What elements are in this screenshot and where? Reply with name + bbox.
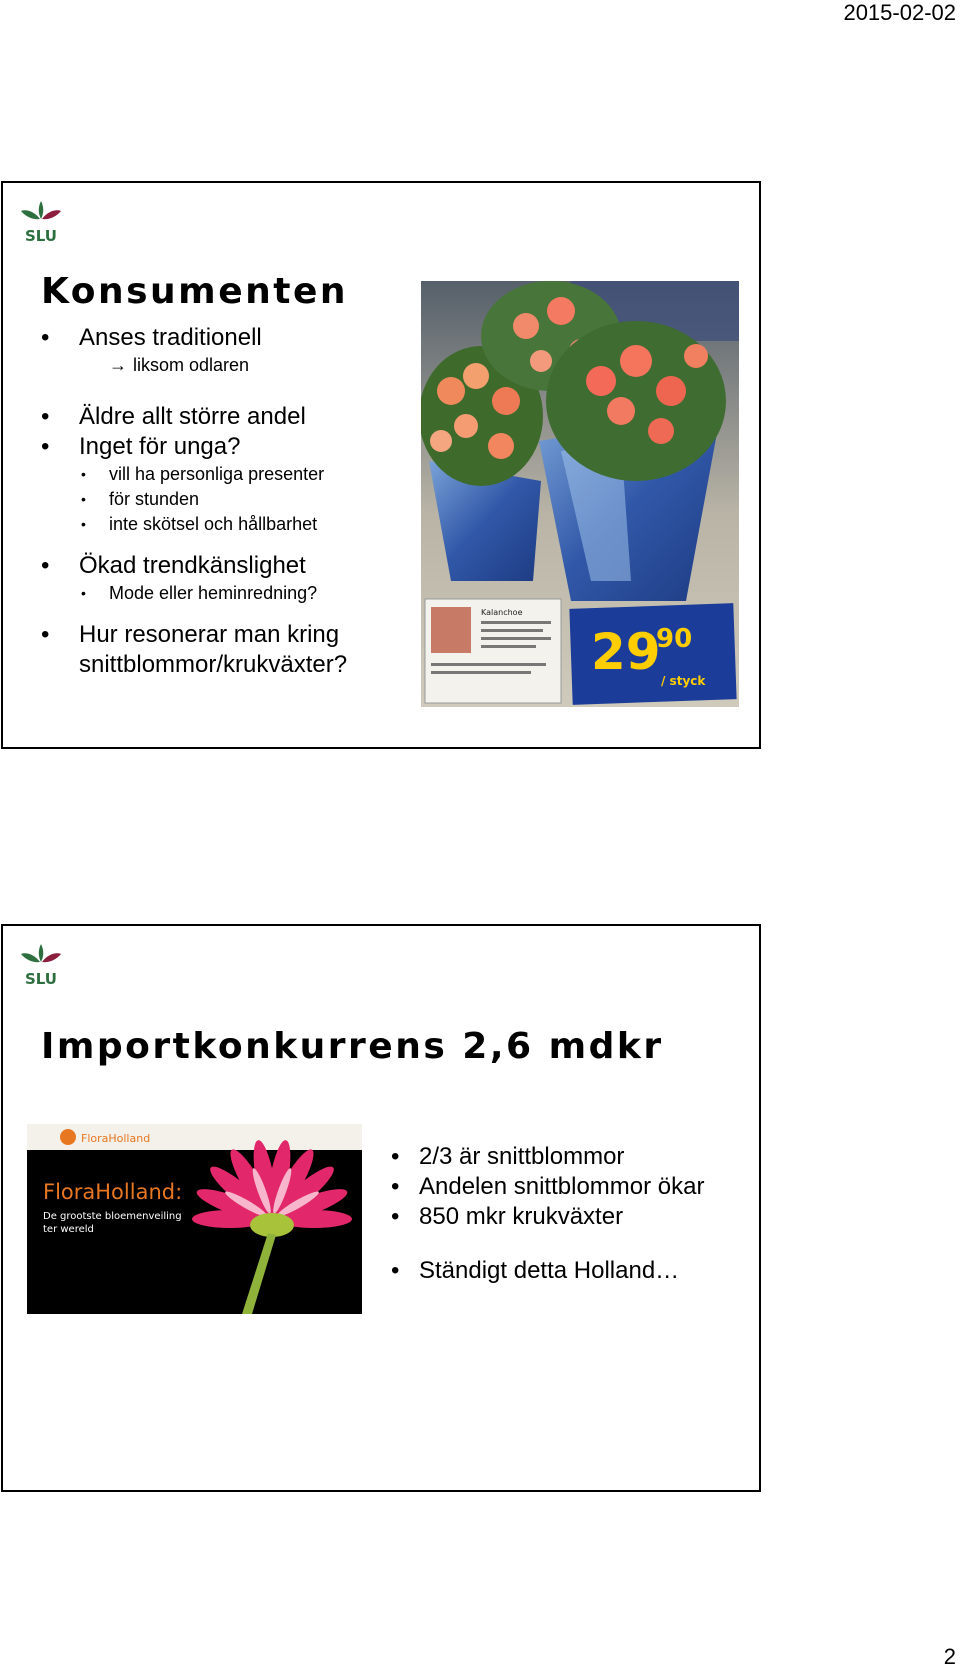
banner-brand-small: FloraHolland	[81, 1132, 151, 1145]
sub-bullet-item: • vill ha personliga presenter	[41, 462, 401, 487]
sub-bullet-text: liksom odlaren	[133, 355, 250, 375]
slide-konsumenten	[1, 181, 761, 749]
banner-subline: De grootste bloemenveiling	[43, 1211, 182, 1222]
bullet-item: • Äldre allt större andel	[41, 402, 401, 432]
bullet-text-line: Hur resonerar man kring	[79, 621, 340, 648]
sub-bullet-item: • inte skötsel och hållbarhet	[41, 512, 401, 537]
sub-bullet-item: • för stunden	[41, 487, 401, 512]
document-date: 2015-02-02	[843, 0, 956, 25]
bullet-item: • Anses traditionell	[41, 323, 401, 353]
banner-subline: ter wereld	[43, 1224, 94, 1235]
slu-logo-text: SLU	[24, 970, 58, 988]
banner-heading: FloraHolland:	[43, 1180, 183, 1204]
slide-title: Importkonkurrens 2,6 mdkr	[41, 1026, 664, 1067]
price-sign-main: 29	[591, 623, 661, 681]
bullet-item: • Inget för unga?	[41, 432, 401, 462]
slu-logo	[20, 199, 62, 245]
arrow-right-icon: →	[109, 355, 127, 375]
bullet-item: • 850 mkr krukväxter	[391, 1202, 751, 1232]
bullet-text-line: snittblommor/krukväxter?	[79, 651, 348, 678]
slu-logo-text: SLU	[24, 227, 58, 245]
bullet-item	[41, 620, 401, 680]
floraholland-banner-graphic	[27, 1124, 362, 1314]
bullet-list	[41, 323, 401, 680]
bullet-item: • Andelen snittblommor ökar	[391, 1172, 751, 1202]
sub-bullet-item	[41, 353, 401, 378]
bullet-list	[391, 1142, 751, 1286]
bullet-item: • Ökad trendkänslighet	[41, 551, 401, 581]
slide-title: Konsumenten	[41, 271, 348, 312]
kalanchoe-photo	[421, 281, 739, 707]
floraholland-banner	[27, 1124, 362, 1314]
price-sign-unit: / styck	[661, 674, 706, 688]
kalanchoe-photo-graphic	[421, 281, 739, 707]
price-sign-cents: 90	[656, 624, 693, 654]
bullet-item: • Ständigt detta Holland…	[391, 1256, 751, 1286]
slide-importkonkurrens	[1, 924, 761, 1492]
slu-logo	[20, 942, 62, 988]
sub-bullet-item: • Mode eller heminredning?	[41, 581, 401, 606]
photo-label-title: Kalanchoe	[481, 608, 523, 617]
page-number: 2	[943, 1644, 956, 1669]
bullet-item: • 2/3 är snittblommor	[391, 1142, 751, 1172]
